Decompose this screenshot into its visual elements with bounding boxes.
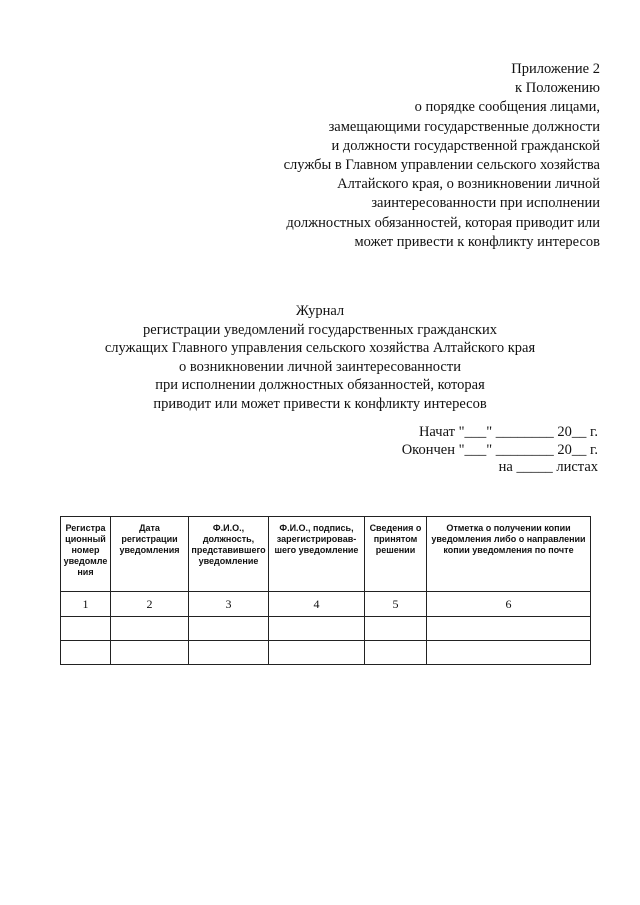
- table-row: [61, 641, 591, 665]
- appendix-line: Приложение 2: [511, 61, 600, 77]
- appendix-line: должностных обязанностей, которая приводит или: [286, 214, 600, 231]
- appendix-line: к Положению: [515, 80, 600, 97]
- journal-title-line: при исполнении должностных обязанностей, которая: [155, 377, 485, 394]
- sheet-count: на _____ листах: [498, 459, 598, 475]
- table-cell: [111, 617, 189, 641]
- appendix-line: может привести к конфликту интересов: [354, 233, 600, 250]
- journal-dates: [278, 424, 598, 477]
- ended-date: Окончен "___" ________ 20__ г.: [401, 441, 598, 458]
- journal-title-line: Журнал: [295, 303, 345, 319]
- column-number: 2: [111, 592, 189, 617]
- appendix-line: заинтересованности при исполнении: [371, 195, 600, 212]
- appendix-header: [200, 60, 600, 252]
- table-cell: [111, 641, 189, 665]
- started-date: Начат "___" ________ 20__ г.: [418, 424, 598, 440]
- appendix-line: замещающими государственные должности: [328, 118, 600, 135]
- column-header: Дата регистрации уведомления: [111, 517, 189, 592]
- column-number: 1: [61, 592, 111, 617]
- table-cell: [427, 641, 591, 665]
- table-cell: [365, 641, 427, 665]
- column-number: 4: [269, 592, 365, 617]
- table-cell: [189, 641, 269, 665]
- column-header: Ф.И.О., подпись, зарегистрировав-шего уведомление: [269, 517, 365, 592]
- table-cell: [61, 617, 111, 641]
- column-number-row: [61, 592, 591, 617]
- appendix-line: службы в Главном управлении сельского хозяйства: [283, 157, 600, 174]
- column-number: 6: [427, 592, 591, 617]
- journal-title-line: приводит или может привести к конфликту интересов: [153, 395, 487, 412]
- column-header: Регистра ционный номер уведомле ния: [61, 517, 111, 592]
- column-header: Сведения о принятом решении: [365, 517, 427, 592]
- table-row: [61, 617, 591, 641]
- column-header: Ф.И.О., должность, представившего уведомление: [189, 517, 269, 592]
- appendix-line: Алтайского края, о возникновении личной: [337, 176, 600, 193]
- table-cell: [269, 641, 365, 665]
- appendix-line: и должности государственной гражданской: [331, 137, 600, 154]
- journal-title-line: регистрации уведомлений государственных гражданских: [143, 321, 497, 338]
- column-header: Отметка о получении копии уведомления либо о направлении копии уведомления по почте: [427, 517, 591, 592]
- column-number: 3: [189, 592, 269, 617]
- journal-title-line: о возникновении личной заинтересованности: [179, 358, 461, 375]
- table-cell: [427, 617, 591, 641]
- journal-title-line: служащих Главного управления сельского хозяйства Алтайского края: [104, 340, 536, 357]
- table-cell: [365, 617, 427, 641]
- journal-title: [40, 302, 600, 414]
- table-cell: [189, 617, 269, 641]
- column-number: 5: [365, 592, 427, 617]
- table-cell: [269, 617, 365, 641]
- appendix-line: о порядке сообщения лицами,: [414, 99, 600, 116]
- registration-table: [60, 516, 591, 665]
- table-cell: [61, 641, 111, 665]
- table-header-row: [61, 517, 591, 592]
